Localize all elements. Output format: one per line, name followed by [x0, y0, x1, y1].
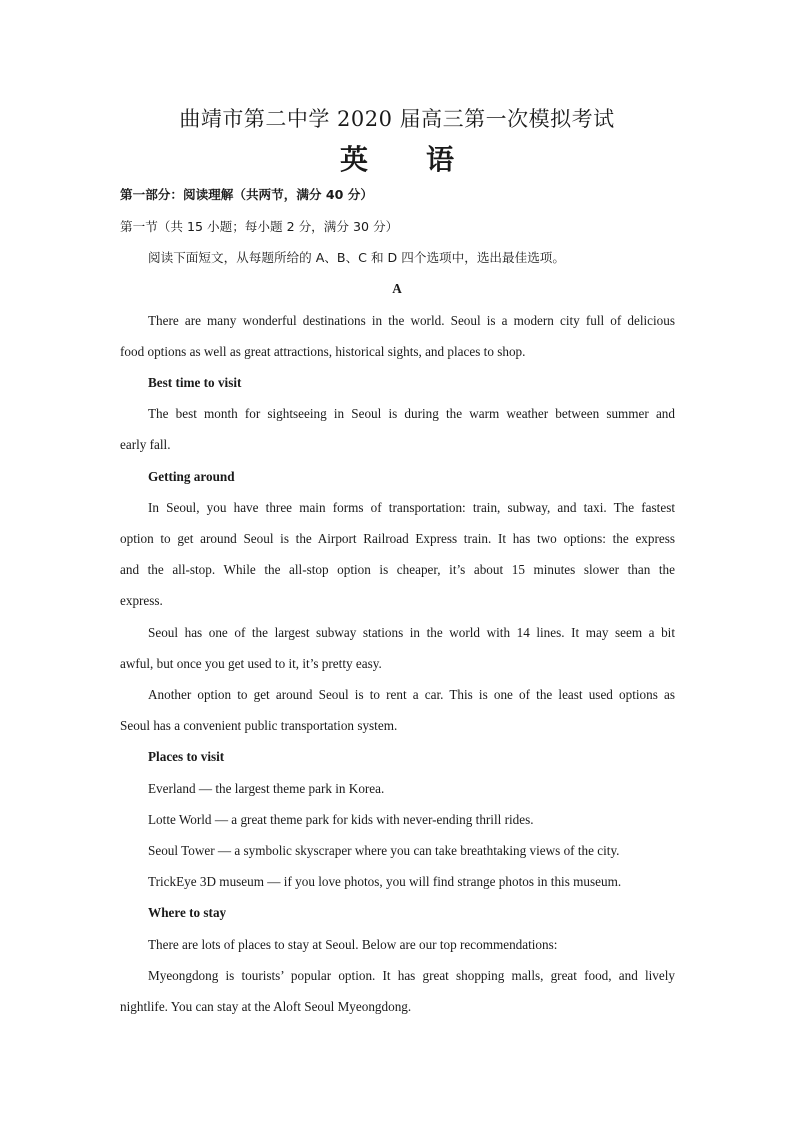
best-time-line: early fall. — [120, 437, 171, 452]
passage-label: A — [392, 281, 402, 296]
subject-char-2: 语 — [426, 143, 455, 176]
subway-line: Seoul has one of the largest subway stations in the world with 14 lines. It may seem a bit — [148, 625, 675, 640]
subject-title — [0, 140, 794, 180]
car-line: Seoul has a convenient public transportation system. — [120, 718, 398, 733]
getting-around-line: option to get around Seoul is the Airport Railroad Express train. It has two options: the express — [120, 531, 675, 546]
subway-line: awful, but once you get used to it, it’s pretty easy. — [120, 656, 382, 671]
heading-stay: Where to stay — [148, 905, 227, 920]
stay-line: Myeongdong is tourists’ popular option. It has great shopping malls, great food, and lively — [148, 968, 675, 983]
getting-around-line: In Seoul, you have three main forms of transportation: train, subway, and taxi. The fastest — [148, 500, 675, 515]
stay-line: nightlife. You can stay at the Aloft Seoul Myeongdong. — [120, 999, 412, 1014]
heading-getting-around: Getting around — [148, 469, 235, 484]
place-item: Lotte World — a great theme park for kids with never-ending thrill rides. — [148, 812, 534, 827]
stay-line: There are lots of places to stay at Seoul. Below are our top recommendations: — [148, 937, 558, 952]
exam-title: 曲靖市第二中学 2020 届高三第一次模拟考试 — [179, 107, 615, 131]
intro-line: food options as well as great attractions, historical sights, and places to shop. — [120, 344, 526, 359]
getting-around-line: express. — [120, 593, 163, 608]
subject-char-1: 英 — [339, 143, 368, 176]
place-item: Seoul Tower — a symbolic skyscraper where you can take breathtaking views of the city. — [148, 843, 620, 858]
part-heading: 第一部分：阅读理解（共两节，满分 40 分） — [120, 187, 373, 202]
place-item: TrickEye 3D museum — if you love photos, you will find strange photos in this museum. — [148, 874, 622, 889]
heading-places: Places to visit — [148, 749, 225, 764]
car-line: Another option to get around Seoul is to rent a car. This is one of the least used options as — [148, 687, 675, 702]
best-time-line: The best month for sightseeing in Seoul is during the warm weather between summer and — [148, 406, 675, 421]
getting-around-line: and the all-stop. While the all-stop option is cheaper, it’s about 15 minutes slower than the — [120, 562, 675, 577]
directions: 阅读下面短文，从每题所给的 A、B、C 和 D 四个选项中，选出最佳选项。 — [148, 250, 565, 265]
section-heading: 第一节（共 15 小题；每小题 2 分，满分 30 分） — [120, 219, 399, 234]
heading-best-time: Best time to visit — [148, 375, 242, 390]
place-item: Everland — the largest theme park in Korea. — [148, 781, 385, 796]
intro-line: There are many wonderful destinations in the world. Seoul is a modern city full of delicious — [148, 313, 675, 328]
